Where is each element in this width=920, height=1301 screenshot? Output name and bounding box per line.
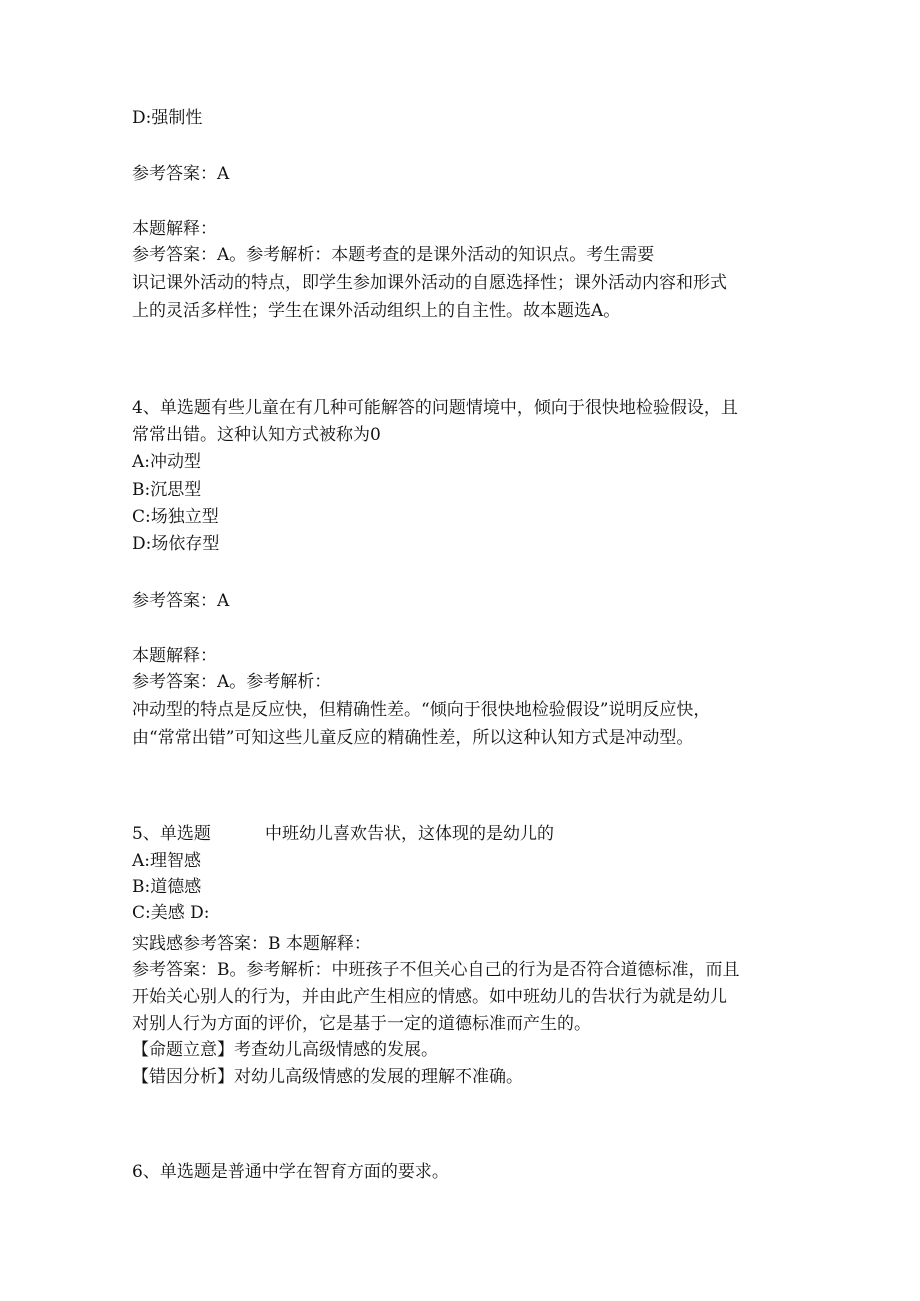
explanation-line: 上的灵活多样性；学生在课外活动组织上的自主性。故本题选A。 [132,301,621,321]
answer-line: 实践感参考答案：B 本题解释： [132,934,371,954]
explanation-heading: 本题解释： [132,646,217,666]
question-stem: 6、单选题是普通中学在智育方面的要求。 [132,1162,449,1182]
explanation-line: 参考答案：B。参考解析：中班孩子不但关心自己的行为是否符合道德标准，而且 [132,960,740,980]
explanation-line: 对别人行为方面的评价，它是基于一定的道德标准而产生的。 [132,1014,591,1034]
explanation-line: 冲动型的特点是反应快，但精确性差。“倾向于很快地检验假设”说明反应快， [132,700,711,720]
question-stem: 4、单选题有些儿童在有几种可能解答的问题情境中，倾向于很快地检验假设，且 [132,398,738,418]
explanation-line: 开始关心别人的行为，并由此产生相应的情感。如中班幼儿的告状行为就是幼儿 [132,987,727,1007]
question-stem: 常常出错。这种认知方式被称为0 [132,425,381,445]
explanation-heading: 本题解释： [132,219,217,239]
error-analysis: 【错因分析】对幼儿高级情感的发展的理解不准确。 [132,1067,523,1087]
explanation-line: 参考答案：A。参考解析：本题考查的是课外活动的知识点。考生需要 [132,245,655,265]
option-a: A:理智感 [132,851,202,871]
question-stem-prefix: 5、单选题 [132,824,211,844]
option-c: C:场独立型 [132,507,219,527]
answer: 参考答案：A [132,591,230,611]
question-stem: 中班幼儿喜欢告状，这体现的是幼儿的 [265,824,554,844]
option-d: D:强制性 [132,108,203,128]
explanation-line: 参考答案：A。参考解析： [132,672,332,692]
explanation-line: 识记课外活动的特点，即学生参加课外活动的自愿选择性；课外活动内容和形式 [132,273,727,293]
answer: 参考答案：A [132,164,230,184]
explanation-line: 由“常常出错”可知这些儿童反应的精确性差，所以这种认知方式是冲动型。 [132,728,694,748]
option-c-d: C:美感 D: [132,903,210,923]
option-a: A:冲动型 [132,452,202,472]
proposition-intent: 【命题立意】考查幼儿高级情感的发展。 [132,1040,438,1060]
option-b: B:沉思型 [132,480,202,500]
option-d: D:场依存型 [132,534,220,554]
option-b: B:道德感 [132,877,202,897]
